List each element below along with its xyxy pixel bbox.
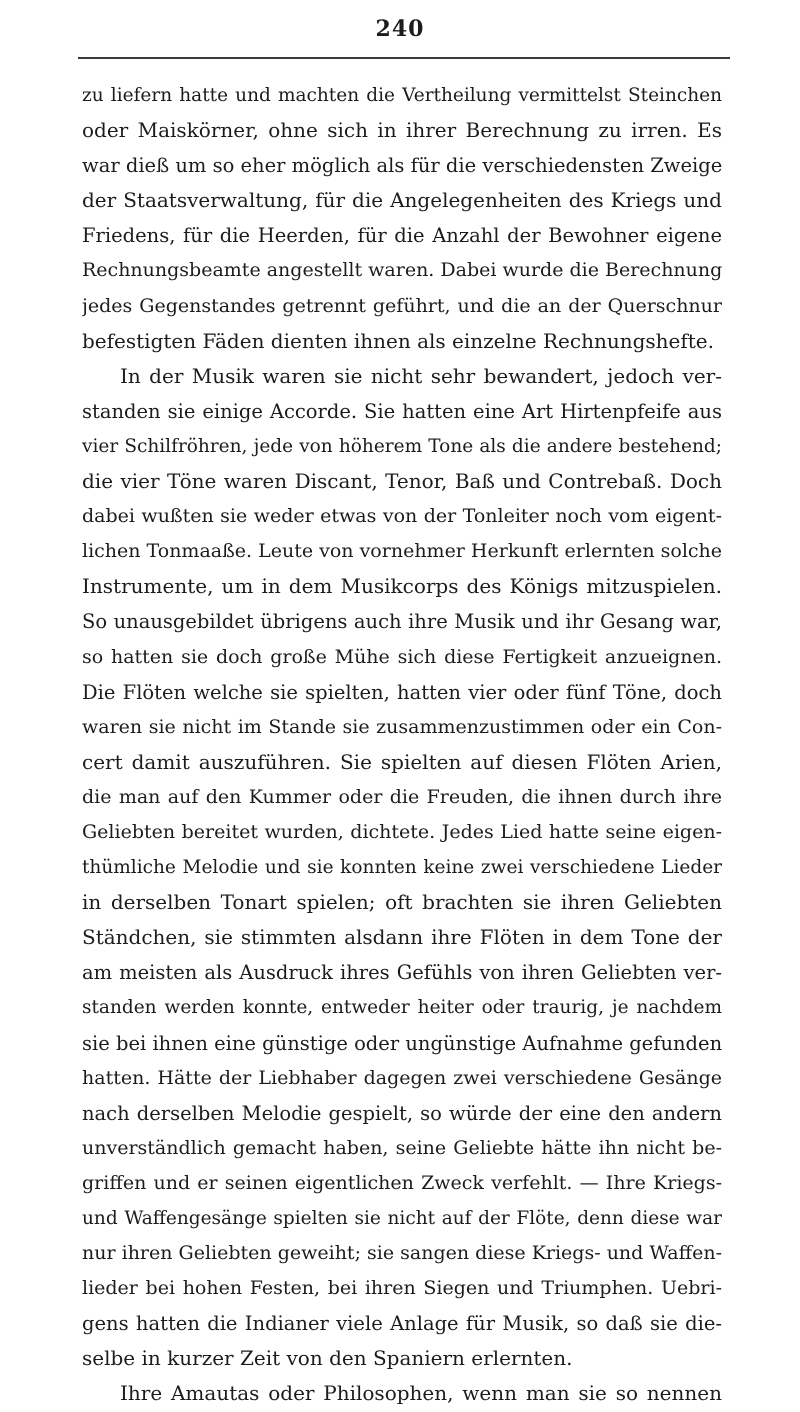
text-line: dabei wußten sie weder etwas von der Tonleiter noch vom eigent- — [82, 505, 722, 528]
text-line: nur ihren Geliebten geweiht; sie sangen diese Kriegs- und Waffen- — [82, 1242, 722, 1265]
text-line: Ständchen, sie stimmten alsdann ihre Flöten in dem Tone der — [82, 925, 722, 950]
text-line: der Staatsverwaltung, für die Angelegenheiten des Kriegs und — [82, 188, 722, 213]
text-line: griffen und er seinen eigentlichen Zweck verfehlt. — Ihre Kriegs- — [82, 1171, 722, 1194]
header-rule — [78, 57, 730, 59]
text-line: Friedens, für die Heerden, für die Anzahl der Bewohner eigene — [82, 224, 722, 248]
text-line: sie bei ihnen eine günstige oder ungünstige Aufnahme gefunden — [82, 1031, 722, 1055]
text-line: unverständlich gemacht haben, seine Geliebte hätte ihn nicht be- — [82, 1136, 722, 1159]
text-line: hatten. Hätte der Liebhaber dagegen zwei verschiedene Gesänge — [82, 1066, 722, 1089]
text-line: Instrumente, um in dem Musikcorps des Königs mitzuspielen. — [82, 574, 722, 599]
text-line: in derselben Tonart spielen; oft brachten sie ihren Geliebten — [82, 890, 722, 915]
text-line: lichen Tonmaaße. Leute von vornehmer Herkunft erlernten solche — [82, 540, 722, 563]
text-line: so hatten sie doch große Mühe sich diese Fertigkeit anzueignen. — [82, 645, 722, 668]
body-text — [82, 78, 722, 1412]
text-line: die man auf den Kummer oder die Freuden, die ihnen durch ihre — [82, 785, 722, 808]
text-line: lieder bei hohen Festen, bei ihren Siegen und Triumphen. Uebri- — [82, 1277, 722, 1300]
text-line: thümliche Melodie und sie konnten keine zwei verschiedene Lieder — [82, 857, 722, 879]
text-line: Rechnungsbeamte angestellt waren. Dabei wurde die Berechnung — [82, 259, 722, 282]
text-line: gens hatten die Indianer viele Anlage für Musik, so daß sie die- — [82, 1312, 722, 1336]
page-number: 240 — [375, 16, 425, 42]
text-line: vier Schilfröhren, jede von höherem Tone als die andere bestehend; — [82, 435, 722, 457]
text-line: oder Maiskörner, ohne sich in ihrer Berechnung zu irren. Es — [82, 118, 722, 143]
text-line: standen sie einige Accorde. Sie hatten eine Art Hirtenpfeife aus — [82, 399, 722, 423]
text-line: waren sie nicht im Stande sie zusammenzustimmen oder ein Con- — [82, 715, 722, 738]
text-line: So unausgebildet übrigens auch ihre Musik und ihr Gesang war, — [82, 610, 722, 634]
text-line: zu liefern hatte und machten die Vertheilung vermittelst Steinchen — [82, 85, 722, 106]
text-line: am meisten als Ausdruck ihres Gefühls von ihren Geliebten ver- — [82, 961, 722, 985]
text-line: nach derselben Melodie gespielt, so würde der eine den andern — [82, 1101, 722, 1125]
text-line: selbe in kurzer Zeit von den Spaniern erlernten. — [82, 1346, 573, 1371]
text-line: die vier Töne waren Discant, Tenor, Baß und Contrebaß. Doch — [82, 469, 722, 494]
text-line: war dieß um so eher möglich als für die verschiedensten Zweige — [82, 154, 722, 178]
text-line: Ihre Amautas oder Philosophen, wenn man sie so nennen — [120, 1381, 722, 1406]
text-line: befestigten Fäden dienten ihnen als einzelne Rechnungshefte. — [82, 328, 715, 353]
text-line: standen werden konnte, entweder heiter oder traurig, je nachdem — [82, 997, 722, 1019]
text-line: Geliebten bereitet wurden, dichtete. Jedes Lied hatte seine eigen- — [82, 820, 722, 843]
text-line: Die Flöten welche sie spielten, hatten vier oder fünf Töne, doch — [82, 680, 722, 704]
text-line: cert damit auszuführen. Sie spielten auf diesen Flöten Arien, — [82, 749, 722, 774]
text-line: und Waffengesänge spielten sie nicht auf der Flöte, denn diese war — [82, 1208, 722, 1229]
text-line: In der Musik waren sie nicht sehr bewandert, jedoch ver- — [120, 363, 722, 388]
text-line: jedes Gegenstandes getrennt geführt, und die an der Querschnur — [82, 294, 722, 317]
